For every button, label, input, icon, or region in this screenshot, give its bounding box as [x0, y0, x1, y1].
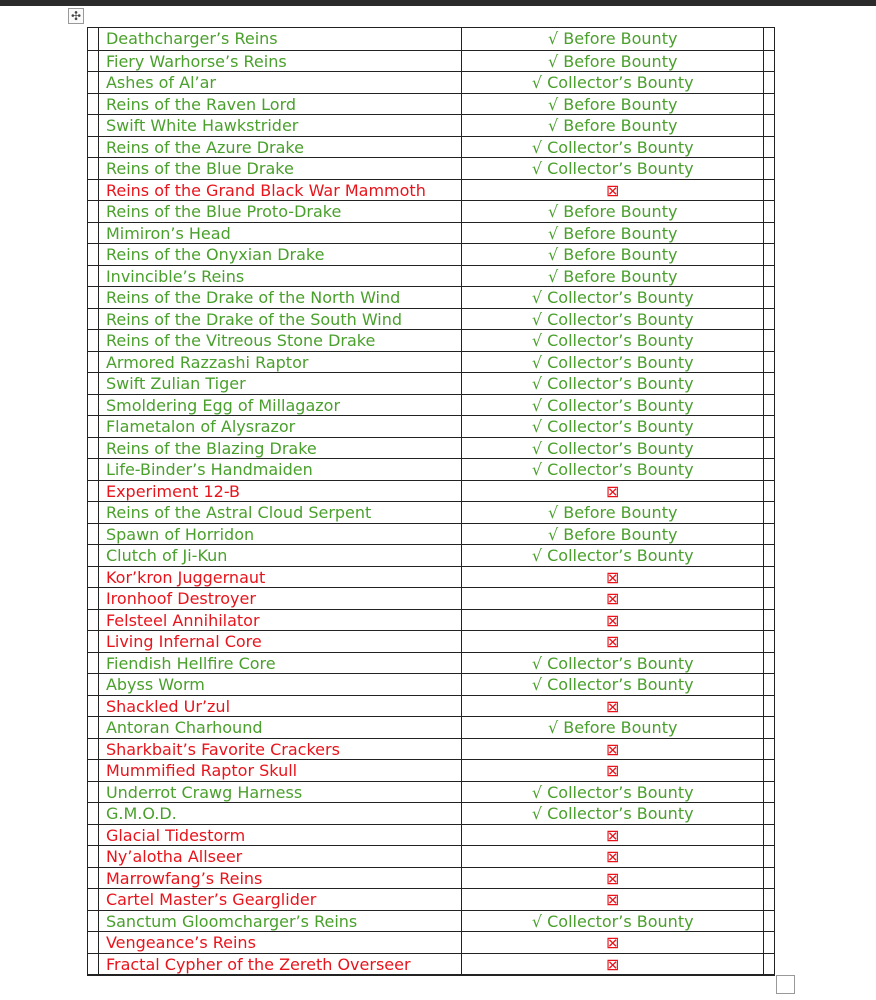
status-cell[interactable]: √ Collector’s Bounty	[462, 309, 764, 330]
table-row	[88, 523, 774, 545]
row-end-gutter	[764, 373, 774, 394]
mount-name-cell[interactable]: Reins of the Grand Black War Mammoth	[99, 180, 462, 201]
row-gutter	[88, 481, 99, 502]
status-cell[interactable]: √ Collector’s Bounty	[462, 72, 764, 93]
row-end-gutter	[764, 180, 774, 201]
mount-name-cell[interactable]: Marrowfang’s Reins	[99, 868, 462, 889]
table-row	[88, 673, 774, 695]
row-gutter	[88, 524, 99, 545]
table-row	[88, 609, 774, 631]
table-row	[88, 759, 774, 781]
mount-name-cell[interactable]: Smoldering Egg of Millagazor	[99, 395, 462, 416]
mount-name-cell[interactable]: Clutch of Ji-Kun	[99, 545, 462, 566]
row-end-gutter	[764, 653, 774, 674]
status-cell[interactable]: √ Before Bounty	[462, 223, 764, 244]
mount-name-cell[interactable]: Glacial Tidestorm	[99, 825, 462, 846]
mount-name-cell[interactable]: Reins of the Drake of the South Wind	[99, 309, 462, 330]
row-gutter	[88, 330, 99, 351]
missing-status-icon[interactable]: ⊠	[462, 610, 764, 631]
table-row	[88, 458, 774, 480]
row-end-gutter	[764, 954, 774, 975]
mount-name-cell[interactable]: Reins of the Astral Cloud Serpent	[99, 502, 462, 523]
missing-status-icon[interactable]: ⊠	[462, 846, 764, 867]
row-end-gutter	[764, 481, 774, 502]
mount-name-cell[interactable]: Living Infernal Core	[99, 631, 462, 652]
row-gutter	[88, 72, 99, 93]
mount-name-cell[interactable]: Swift White Hawkstrider	[99, 115, 462, 136]
mount-name-cell[interactable]: Kor’kron Juggernaut	[99, 567, 462, 588]
row-gutter	[88, 868, 99, 889]
row-gutter	[88, 28, 99, 50]
row-end-gutter	[764, 115, 774, 136]
row-gutter	[88, 545, 99, 566]
status-cell[interactable]: √ Collector’s Bounty	[462, 137, 764, 158]
table-row	[88, 179, 774, 201]
mount-name-cell[interactable]: Reins of the Drake of the North Wind	[99, 287, 462, 308]
table-row	[88, 480, 774, 502]
row-gutter	[88, 825, 99, 846]
table-row	[88, 845, 774, 867]
row-end-gutter	[764, 674, 774, 695]
row-gutter	[88, 137, 99, 158]
table-row	[88, 28, 774, 50]
row-end-gutter	[764, 266, 774, 287]
row-gutter	[88, 180, 99, 201]
row-gutter	[88, 653, 99, 674]
status-cell[interactable]: √ Before Bounty	[462, 266, 764, 287]
mount-name-cell[interactable]: Abyss Worm	[99, 674, 462, 695]
row-end-gutter	[764, 782, 774, 803]
status-cell[interactable]: √ Before Bounty	[462, 524, 764, 545]
row-end-gutter	[764, 760, 774, 781]
table-row	[88, 566, 774, 588]
table-row	[88, 716, 774, 738]
status-cell[interactable]: √ Before Bounty	[462, 51, 764, 72]
missing-status-icon[interactable]: ⊠	[462, 631, 764, 652]
missing-status-icon[interactable]: ⊠	[462, 180, 764, 201]
table-row	[88, 114, 774, 136]
mount-name-cell[interactable]: Reins of the Blazing Drake	[99, 438, 462, 459]
row-gutter	[88, 932, 99, 953]
row-gutter	[88, 94, 99, 115]
row-end-gutter	[764, 889, 774, 910]
mount-name-cell[interactable]: Swift Zulian Tiger	[99, 373, 462, 394]
row-gutter	[88, 416, 99, 437]
row-end-gutter	[764, 846, 774, 867]
mount-name-cell[interactable]: Reins of the Onyxian Drake	[99, 244, 462, 265]
missing-status-icon[interactable]: ⊠	[462, 954, 764, 975]
row-gutter	[88, 502, 99, 523]
table-row	[88, 738, 774, 760]
mount-name-cell[interactable]: Mummified Raptor Skull	[99, 760, 462, 781]
row-end-gutter	[764, 803, 774, 824]
row-end-gutter	[764, 72, 774, 93]
table-row	[88, 415, 774, 437]
row-gutter	[88, 846, 99, 867]
table-row	[88, 802, 774, 824]
missing-status-icon[interactable]: ⊠	[462, 932, 764, 953]
status-cell[interactable]: √ Before Bounty	[462, 502, 764, 523]
row-end-gutter	[764, 545, 774, 566]
row-gutter	[88, 373, 99, 394]
table-row	[88, 50, 774, 72]
mount-name-cell[interactable]: Ashes of Al’ar	[99, 72, 462, 93]
row-end-gutter	[764, 696, 774, 717]
row-gutter	[88, 223, 99, 244]
row-end-gutter	[764, 502, 774, 523]
row-end-gutter	[764, 825, 774, 846]
row-gutter	[88, 287, 99, 308]
mount-name-cell[interactable]: Reins of the Blue Drake	[99, 158, 462, 179]
table-row	[88, 265, 774, 287]
table-move-handle-icon[interactable]: ✣	[68, 8, 84, 24]
row-end-gutter	[764, 459, 774, 480]
row-gutter	[88, 696, 99, 717]
table-row	[88, 587, 774, 609]
status-cell[interactable]: √ Before Bounty	[462, 115, 764, 136]
row-end-gutter	[764, 588, 774, 609]
row-end-gutter	[764, 911, 774, 932]
status-cell[interactable]: √ Collector’s Bounty	[462, 545, 764, 566]
mount-name-cell[interactable]: Reins of the Blue Proto-Drake	[99, 201, 462, 222]
mount-name-cell[interactable]: Sanctum Gloomcharger’s Reins	[99, 911, 462, 932]
mount-name-cell[interactable]: G.M.O.D.	[99, 803, 462, 824]
row-end-gutter	[764, 932, 774, 953]
row-gutter	[88, 631, 99, 652]
row-end-gutter	[764, 158, 774, 179]
row-gutter	[88, 51, 99, 72]
mount-name-cell[interactable]: Reins of the Azure Drake	[99, 137, 462, 158]
missing-status-icon[interactable]: ⊠	[462, 868, 764, 889]
status-cell[interactable]: √ Collector’s Bounty	[462, 911, 764, 932]
table-row	[88, 652, 774, 674]
missing-status-icon[interactable]: ⊠	[462, 739, 764, 760]
mount-table	[87, 27, 775, 976]
row-end-gutter	[764, 567, 774, 588]
mount-name-cell[interactable]: Life-Binder’s Handmaiden	[99, 459, 462, 480]
status-cell[interactable]: √ Before Bounty	[462, 201, 764, 222]
row-gutter	[88, 158, 99, 179]
mount-name-cell[interactable]: Fractal Cypher of the Zereth Overseer	[99, 954, 462, 975]
row-end-gutter	[764, 352, 774, 373]
table-row	[88, 931, 774, 953]
table-row	[88, 222, 774, 244]
row-end-gutter	[764, 201, 774, 222]
mount-name-cell[interactable]: Ironhoof Destroyer	[99, 588, 462, 609]
row-end-gutter	[764, 51, 774, 72]
mount-name-cell[interactable]: Invincible’s Reins	[99, 266, 462, 287]
row-end-gutter	[764, 438, 774, 459]
status-cell[interactable]: √ Collector’s Bounty	[462, 459, 764, 480]
table-row	[88, 308, 774, 330]
missing-status-icon[interactable]: ⊠	[462, 760, 764, 781]
status-cell[interactable]: √ Before Bounty	[462, 244, 764, 265]
mount-name-cell[interactable]: Shackled Ur’zul	[99, 696, 462, 717]
row-gutter	[88, 674, 99, 695]
row-end-gutter	[764, 868, 774, 889]
table-row	[88, 351, 774, 373]
row-end-gutter	[764, 610, 774, 631]
mount-name-cell[interactable]: Cartel Master’s Gearglider	[99, 889, 462, 910]
missing-status-icon[interactable]: ⊠	[462, 481, 764, 502]
mount-name-cell[interactable]: Vengeance’s Reins	[99, 932, 462, 953]
table-row	[88, 695, 774, 717]
row-end-gutter	[764, 244, 774, 265]
row-end-gutter	[764, 739, 774, 760]
row-gutter	[88, 567, 99, 588]
row-gutter	[88, 244, 99, 265]
status-cell[interactable]: √ Collector’s Bounty	[462, 782, 764, 803]
table-row	[88, 71, 774, 93]
table-row	[88, 953, 774, 975]
row-gutter	[88, 782, 99, 803]
table-resize-handle[interactable]	[776, 975, 795, 994]
table-row	[88, 867, 774, 889]
row-gutter	[88, 760, 99, 781]
mount-name-cell[interactable]: Underrot Crawg Harness	[99, 782, 462, 803]
status-cell[interactable]: √ Collector’s Bounty	[462, 158, 764, 179]
status-cell[interactable]: √ Before Bounty	[462, 94, 764, 115]
row-end-gutter	[764, 223, 774, 244]
status-cell[interactable]: √ Collector’s Bounty	[462, 438, 764, 459]
row-gutter	[88, 395, 99, 416]
mount-name-cell[interactable]: Fiendish Hellfire Core	[99, 653, 462, 674]
window-top-bar	[0, 0, 876, 6]
row-gutter	[88, 459, 99, 480]
status-cell[interactable]: √ Collector’s Bounty	[462, 416, 764, 437]
status-cell[interactable]: √ Collector’s Bounty	[462, 653, 764, 674]
table-row	[88, 286, 774, 308]
mount-name-cell[interactable]: Mimiron’s Head	[99, 223, 462, 244]
row-gutter	[88, 266, 99, 287]
row-gutter	[88, 889, 99, 910]
status-cell[interactable]: √ Collector’s Bounty	[462, 395, 764, 416]
status-cell[interactable]: √ Collector’s Bounty	[462, 287, 764, 308]
row-gutter	[88, 588, 99, 609]
status-cell[interactable]: √ Collector’s Bounty	[462, 373, 764, 394]
table-row	[88, 394, 774, 416]
row-end-gutter	[764, 395, 774, 416]
row-gutter	[88, 954, 99, 975]
table-row	[88, 136, 774, 158]
row-gutter	[88, 911, 99, 932]
row-end-gutter	[764, 28, 774, 50]
row-end-gutter	[764, 330, 774, 351]
row-end-gutter	[764, 94, 774, 115]
missing-status-icon[interactable]: ⊠	[462, 696, 764, 717]
status-cell[interactable]: √ Before Bounty	[462, 717, 764, 738]
mount-name-cell[interactable]: Antoran Charhound	[99, 717, 462, 738]
table-row	[88, 781, 774, 803]
status-cell[interactable]: √ Collector’s Bounty	[462, 352, 764, 373]
missing-status-icon[interactable]: ⊠	[462, 588, 764, 609]
row-gutter	[88, 717, 99, 738]
missing-status-icon[interactable]: ⊠	[462, 825, 764, 846]
row-gutter	[88, 115, 99, 136]
status-cell[interactable]: √ Collector’s Bounty	[462, 674, 764, 695]
row-end-gutter	[764, 524, 774, 545]
row-gutter	[88, 739, 99, 760]
mount-name-cell[interactable]: Felsteel Annihilator	[99, 610, 462, 631]
mount-name-cell[interactable]: Ny’alotha Allseer	[99, 846, 462, 867]
row-gutter	[88, 803, 99, 824]
table-row	[88, 93, 774, 115]
row-end-gutter	[764, 631, 774, 652]
table-row	[88, 329, 774, 351]
row-gutter	[88, 352, 99, 373]
table-row	[88, 437, 774, 459]
row-end-gutter	[764, 309, 774, 330]
mount-name-cell[interactable]: Deathcharger’s Reins	[99, 28, 462, 50]
mount-name-cell[interactable]: Flametalon of Alysrazor	[99, 416, 462, 437]
mount-name-cell[interactable]: Reins of the Raven Lord	[99, 94, 462, 115]
mount-name-cell[interactable]: Experiment 12-B	[99, 481, 462, 502]
mount-name-cell[interactable]: Sharkbait’s Favorite Crackers	[99, 739, 462, 760]
table-row	[88, 824, 774, 846]
table-row	[88, 630, 774, 652]
status-cell[interactable]: √ Before Bounty	[462, 28, 764, 50]
row-end-gutter	[764, 137, 774, 158]
mount-name-cell[interactable]: Armored Razzashi Raptor	[99, 352, 462, 373]
table-row	[88, 501, 774, 523]
table-row	[88, 243, 774, 265]
mount-name-cell[interactable]: Spawn of Horridon	[99, 524, 462, 545]
row-end-gutter	[764, 287, 774, 308]
status-cell[interactable]: √ Collector’s Bounty	[462, 803, 764, 824]
table-row	[88, 372, 774, 394]
mount-name-cell[interactable]: Reins of the Vitreous Stone Drake	[99, 330, 462, 351]
row-end-gutter	[764, 416, 774, 437]
table-row	[88, 200, 774, 222]
missing-status-icon[interactable]: ⊠	[462, 889, 764, 910]
row-gutter	[88, 309, 99, 330]
table-row	[88, 157, 774, 179]
table-row	[88, 544, 774, 566]
table-row	[88, 888, 774, 910]
status-cell[interactable]: √ Collector’s Bounty	[462, 330, 764, 351]
table-row	[88, 910, 774, 932]
mount-name-cell[interactable]: Fiery Warhorse’s Reins	[99, 51, 462, 72]
row-gutter	[88, 201, 99, 222]
row-gutter	[88, 610, 99, 631]
missing-status-icon[interactable]: ⊠	[462, 567, 764, 588]
row-gutter	[88, 438, 99, 459]
row-end-gutter	[764, 717, 774, 738]
